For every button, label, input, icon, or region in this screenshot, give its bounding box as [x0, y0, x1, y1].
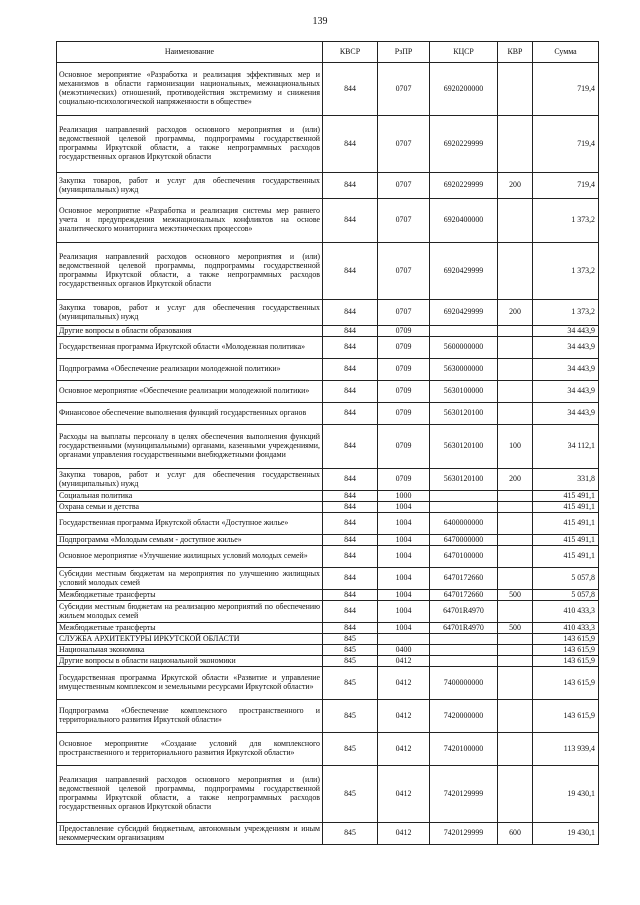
cell-kvsr: 844	[323, 359, 378, 381]
cell-name: Другие вопросы в области образования	[57, 326, 323, 337]
cell-name: Подпрограмма «Обеспечение реализации молодежной политики»	[57, 359, 323, 381]
cell-kcsr: 7420000000	[430, 700, 498, 733]
cell-kvr	[498, 403, 533, 425]
cell-sum: 415 491,1	[533, 502, 599, 513]
cell-kvr	[498, 243, 533, 300]
cell-kvsr: 844	[323, 469, 378, 491]
cell-kvsr: 845	[323, 823, 378, 845]
cell-kvsr: 844	[323, 199, 378, 243]
cell-sum: 113 939,4	[533, 733, 599, 766]
cell-name: Закупка товаров, работ и услуг для обеспечения государственных (муниципальных) нужд	[57, 173, 323, 199]
cell-kcsr: 5630120100	[430, 425, 498, 469]
cell-kvr: 200	[498, 300, 533, 326]
cell-kcsr: 7420129999	[430, 823, 498, 845]
cell-kvsr: 844	[323, 546, 378, 568]
cell-kcsr: 6920429999	[430, 300, 498, 326]
cell-sum: 34 443,9	[533, 403, 599, 425]
cell-rzpr: 1004	[378, 535, 430, 546]
cell-kvsr: 845	[323, 656, 378, 667]
cell-rzpr: 0707	[378, 300, 430, 326]
cell-kvr	[498, 502, 533, 513]
cell-name: Предоставление субсидий бюджетным, автономным учреждениям и иным некоммерческим организациям	[57, 823, 323, 845]
table-row	[57, 513, 599, 535]
cell-kvr	[498, 656, 533, 667]
cell-kcsr: 6920429999	[430, 243, 498, 300]
cell-name: Государственная программа Иркутской области «Молодежная политика»	[57, 337, 323, 359]
header-kcsr: КЦСР	[430, 42, 498, 63]
cell-kvr	[498, 491, 533, 502]
cell-kvsr: 844	[323, 173, 378, 199]
cell-kvr	[498, 535, 533, 546]
cell-rzpr: 1004	[378, 568, 430, 590]
table-row	[57, 645, 599, 656]
cell-sum: 34 443,9	[533, 359, 599, 381]
table-row	[57, 326, 599, 337]
cell-rzpr: 0707	[378, 63, 430, 116]
cell-kcsr	[430, 656, 498, 667]
cell-rzpr: 0707	[378, 243, 430, 300]
cell-kvsr: 844	[323, 300, 378, 326]
cell-kcsr: 6470172660	[430, 568, 498, 590]
cell-sum: 331,8	[533, 469, 599, 491]
cell-rzpr: 1004	[378, 623, 430, 634]
table-row	[57, 199, 599, 243]
cell-name: Финансовое обеспечение выполнения функций государственных органов	[57, 403, 323, 425]
cell-kvr	[498, 326, 533, 337]
cell-kvsr: 844	[323, 337, 378, 359]
header-kvr: КВР	[498, 42, 533, 63]
cell-name: Основное мероприятие «Создание условий для комплексного пространственного и территориального развития Иркутской области»	[57, 733, 323, 766]
cell-rzpr: 0709	[378, 381, 430, 403]
cell-kvr	[498, 199, 533, 243]
table-row	[57, 300, 599, 326]
cell-rzpr: 0709	[378, 359, 430, 381]
cell-name: Подпрограмма «Молодым семьям - доступное жилье»	[57, 535, 323, 546]
cell-sum: 34 443,9	[533, 326, 599, 337]
cell-kvr	[498, 766, 533, 823]
cell-kcsr	[430, 634, 498, 645]
cell-kcsr: 6920200000	[430, 63, 498, 116]
table-row	[57, 823, 599, 845]
cell-sum: 415 491,1	[533, 546, 599, 568]
cell-rzpr: 0707	[378, 173, 430, 199]
table-row	[57, 381, 599, 403]
cell-kcsr: 6920400000	[430, 199, 498, 243]
cell-kvsr: 844	[323, 601, 378, 623]
table-row	[57, 656, 599, 667]
cell-rzpr: 0709	[378, 326, 430, 337]
table-row	[57, 667, 599, 700]
cell-kvr	[498, 337, 533, 359]
table-row	[57, 359, 599, 381]
cell-rzpr: 1004	[378, 590, 430, 601]
header-kvsr: КВСР	[323, 42, 378, 63]
cell-rzpr: 1000	[378, 491, 430, 502]
cell-kvr	[498, 667, 533, 700]
cell-rzpr	[378, 634, 430, 645]
cell-name: Другие вопросы в области национальной экономики	[57, 656, 323, 667]
cell-rzpr: 1004	[378, 502, 430, 513]
cell-rzpr: 0707	[378, 199, 430, 243]
table-row	[57, 733, 599, 766]
cell-rzpr: 1004	[378, 546, 430, 568]
cell-rzpr: 0709	[378, 337, 430, 359]
cell-sum: 1 373,2	[533, 199, 599, 243]
cell-kcsr: 7420100000	[430, 733, 498, 766]
cell-rzpr: 0412	[378, 766, 430, 823]
cell-sum: 410 433,3	[533, 601, 599, 623]
cell-rzpr: 0709	[378, 469, 430, 491]
cell-kcsr: 6920229999	[430, 116, 498, 173]
cell-kcsr: 7420129999	[430, 766, 498, 823]
cell-kvr: 500	[498, 590, 533, 601]
cell-name: Основное мероприятие «Разработка и реализация системы мер раннего учета и предупреждения межнациональных конфликтов на основе аналитического мониторинга межэтнических процессов»	[57, 199, 323, 243]
cell-name: Социальная политика	[57, 491, 323, 502]
table-row	[57, 491, 599, 502]
table-header-row	[57, 42, 599, 63]
cell-kvsr: 844	[323, 243, 378, 300]
cell-kvr	[498, 513, 533, 535]
cell-sum: 1 373,2	[533, 243, 599, 300]
cell-kvsr: 844	[323, 63, 378, 116]
cell-kcsr: 6470000000	[430, 535, 498, 546]
cell-kvsr: 845	[323, 645, 378, 656]
cell-kcsr: 64701R4970	[430, 623, 498, 634]
cell-kcsr: 6470172660	[430, 590, 498, 601]
cell-kvr: 100	[498, 425, 533, 469]
cell-name: Подпрограмма «Обеспечение комплексного пространственного и территориального развития Иркутской области»	[57, 700, 323, 733]
cell-rzpr: 0709	[378, 425, 430, 469]
cell-kvr	[498, 359, 533, 381]
cell-sum: 410 433,3	[533, 623, 599, 634]
cell-rzpr: 0709	[378, 403, 430, 425]
cell-kvsr: 844	[323, 381, 378, 403]
cell-name: Национальная экономика	[57, 645, 323, 656]
cell-sum: 143 615,9	[533, 656, 599, 667]
cell-kvsr: 845	[323, 667, 378, 700]
cell-name: Субсидии местным бюджетам на мероприятия по улучшению жилищных условий молодых семей	[57, 568, 323, 590]
table-row	[57, 700, 599, 733]
cell-kcsr	[430, 491, 498, 502]
cell-kcsr: 6470100000	[430, 546, 498, 568]
cell-kcsr	[430, 645, 498, 656]
cell-name: Охрана семьи и детства	[57, 502, 323, 513]
cell-rzpr: 0412	[378, 733, 430, 766]
cell-kvsr: 845	[323, 733, 378, 766]
table-row	[57, 601, 599, 623]
cell-name: Основное мероприятие «Улучшение жилищных условий молодых семей»	[57, 546, 323, 568]
cell-name: Расходы на выплаты персоналу в целях обеспечения выполнения функций государственными (муниципальными) органами, казенными учреждениями, органами управления государственными внебюджетными фондами	[57, 425, 323, 469]
cell-kvr	[498, 546, 533, 568]
cell-name: Государственная программа Иркутской области «Доступное жилье»	[57, 513, 323, 535]
cell-name: Реализация направлений расходов основного мероприятия и (или) ведомственной целевой программы, подпрограммы государственной программы Иркутской области, а также непрограммных расходов государственных органов Иркутской области	[57, 243, 323, 300]
cell-kvr	[498, 568, 533, 590]
table-row	[57, 469, 599, 491]
cell-kvsr: 845	[323, 700, 378, 733]
cell-sum: 1 373,2	[533, 300, 599, 326]
cell-kvsr: 844	[323, 590, 378, 601]
table-row	[57, 502, 599, 513]
cell-kcsr: 6400000000	[430, 513, 498, 535]
header-name: Наименование	[57, 42, 323, 63]
cell-kvr	[498, 381, 533, 403]
cell-sum: 415 491,1	[533, 513, 599, 535]
cell-sum: 143 615,9	[533, 645, 599, 656]
cell-sum: 34 443,9	[533, 381, 599, 403]
cell-kvr	[498, 116, 533, 173]
cell-kvr: 600	[498, 823, 533, 845]
header-sum: Сумма	[533, 42, 599, 63]
cell-sum: 415 491,1	[533, 535, 599, 546]
cell-kvr	[498, 63, 533, 116]
cell-kvsr: 844	[323, 116, 378, 173]
cell-kvsr: 844	[323, 502, 378, 513]
table-row	[57, 623, 599, 634]
table-row	[57, 173, 599, 199]
cell-kcsr: 5630120100	[430, 403, 498, 425]
cell-kvr	[498, 645, 533, 656]
cell-kvsr: 844	[323, 513, 378, 535]
cell-kvr	[498, 700, 533, 733]
cell-kcsr: 5600000000	[430, 337, 498, 359]
cell-kvsr: 844	[323, 623, 378, 634]
cell-kvsr: 845	[323, 634, 378, 645]
cell-name: СЛУЖБА АРХИТЕКТУРЫ ИРКУТСКОЙ ОБЛАСТИ	[57, 634, 323, 645]
cell-sum: 719,4	[533, 116, 599, 173]
cell-name: Закупка товаров, работ и услуг для обеспечения государственных (муниципальных) нужд	[57, 469, 323, 491]
cell-kvsr: 844	[323, 326, 378, 337]
cell-kvsr: 844	[323, 425, 378, 469]
cell-name: Закупка товаров, работ и услуг для обеспечения государственных (муниципальных) нужд	[57, 300, 323, 326]
cell-kvr	[498, 733, 533, 766]
cell-name: Основное мероприятие «Разработка и реализация эффективных мер и механизмов в области гармонизации национальных, межнациональных (межэтнических) отношений, противодействия экстремизму и снижения социально-психологической напряженности в обществе»	[57, 63, 323, 116]
cell-name: Межбюджетные трансферты	[57, 590, 323, 601]
cell-sum: 5 057,8	[533, 568, 599, 590]
cell-kvsr: 844	[323, 568, 378, 590]
table-row	[57, 634, 599, 645]
cell-kvsr: 844	[323, 491, 378, 502]
page-number: 139	[312, 16, 328, 27]
cell-kvsr: 844	[323, 535, 378, 546]
table-row	[57, 568, 599, 590]
cell-name: Реализация направлений расходов основного мероприятия и (или) ведомственной целевой программы, подпрограммы государственной программы Иркутской области, а также непрограммных расходов государственных органов Иркутской области	[57, 766, 323, 823]
cell-kvr: 200	[498, 173, 533, 199]
cell-name: Основное мероприятие «Обеспечение реализации молодежной политики»	[57, 381, 323, 403]
cell-sum: 34 443,9	[533, 337, 599, 359]
cell-sum: 19 430,1	[533, 766, 599, 823]
table-row	[57, 63, 599, 116]
cell-kvr	[498, 634, 533, 645]
cell-rzpr: 0412	[378, 823, 430, 845]
cell-kcsr	[430, 502, 498, 513]
cell-sum: 719,4	[533, 63, 599, 116]
cell-kvr	[498, 601, 533, 623]
table-row	[57, 403, 599, 425]
table-row	[57, 243, 599, 300]
cell-kcsr: 5630120100	[430, 469, 498, 491]
cell-name: Межбюджетные трансферты	[57, 623, 323, 634]
cell-kcsr: 64701R4970	[430, 601, 498, 623]
cell-kvsr: 844	[323, 403, 378, 425]
cell-sum: 5 057,8	[533, 590, 599, 601]
table-row	[57, 116, 599, 173]
cell-rzpr: 0707	[378, 116, 430, 173]
budget-table	[56, 41, 599, 845]
table-row	[57, 337, 599, 359]
cell-kcsr: 6920229999	[430, 173, 498, 199]
cell-name: Государственная программа Иркутской области «Развитие и управление имущественным комплексом и земельными ресурсами Иркутской области»	[57, 667, 323, 700]
header-rzpr: РзПР	[378, 42, 430, 63]
cell-rzpr: 0412	[378, 700, 430, 733]
cell-sum: 34 112,1	[533, 425, 599, 469]
cell-name: Реализация направлений расходов основного мероприятия и (или) ведомственной целевой программы, подпрограммы государственной программы Иркутской области, а также непрограммных расходов государственных органов Иркутской области	[57, 116, 323, 173]
cell-sum: 143 615,9	[533, 634, 599, 645]
table-row	[57, 535, 599, 546]
cell-rzpr: 0412	[378, 667, 430, 700]
cell-sum: 143 615,9	[533, 667, 599, 700]
cell-kcsr: 5630000000	[430, 359, 498, 381]
cell-rzpr: 0412	[378, 656, 430, 667]
cell-name: Субсидии местным бюджетам на реализацию мероприятий по обеспечению жильем молодых семей	[57, 601, 323, 623]
cell-kcsr: 7400000000	[430, 667, 498, 700]
cell-rzpr: 0400	[378, 645, 430, 656]
cell-kvsr: 845	[323, 766, 378, 823]
cell-sum: 719,4	[533, 173, 599, 199]
table-row	[57, 766, 599, 823]
table-row	[57, 590, 599, 601]
cell-rzpr: 1004	[378, 601, 430, 623]
table-row	[57, 425, 599, 469]
cell-sum: 143 615,9	[533, 700, 599, 733]
cell-kcsr	[430, 326, 498, 337]
table-row	[57, 546, 599, 568]
cell-kcsr: 5630100000	[430, 381, 498, 403]
cell-sum: 19 430,1	[533, 823, 599, 845]
cell-rzpr: 1004	[378, 513, 430, 535]
cell-kvr: 200	[498, 469, 533, 491]
cell-kvr: 500	[498, 623, 533, 634]
cell-sum: 415 491,1	[533, 491, 599, 502]
